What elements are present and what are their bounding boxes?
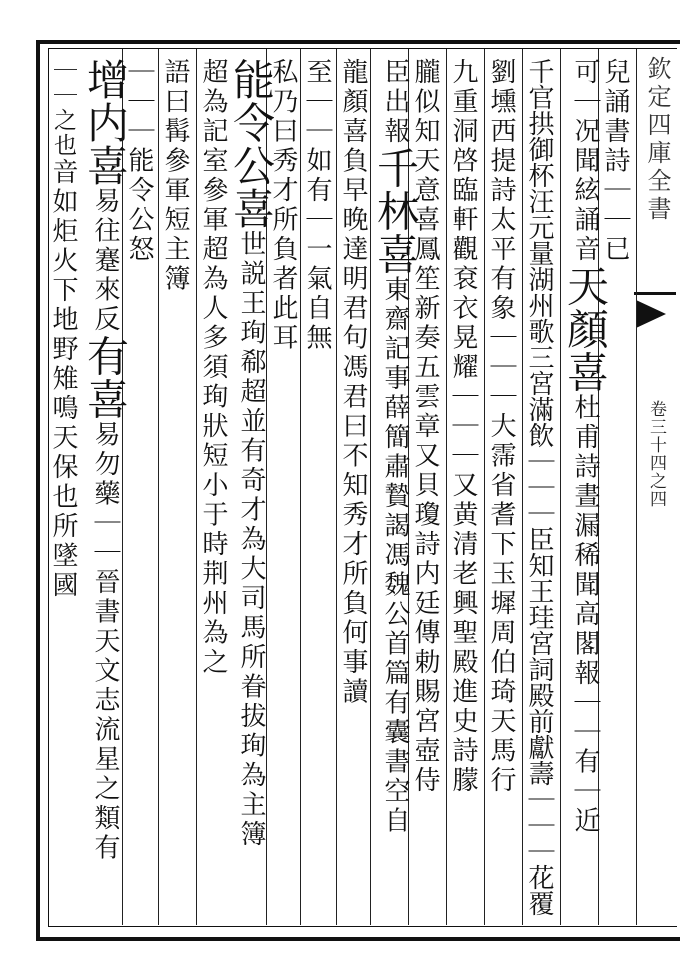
column-rule bbox=[300, 49, 301, 925]
fishtail-mark bbox=[636, 300, 666, 328]
column-rule bbox=[446, 49, 447, 925]
text-segment: 臣知王珪宮詞殿前獻壽｜｜｜花覆 bbox=[524, 526, 554, 916]
text-column bbox=[561, 58, 610, 836]
text-segment: 易往蹇來反 bbox=[90, 187, 120, 335]
text-segment: ｜｜之也 bbox=[50, 58, 76, 158]
text-segment: 東齋記事薛簡肅贄謁馮魏公首篇有囊書空自 bbox=[380, 275, 410, 836]
text-segment: 私乃曰秀才所負者此耳 bbox=[268, 58, 298, 353]
text-column bbox=[371, 58, 420, 836]
fishtail-bar bbox=[634, 292, 676, 295]
book-title: 欽定四庫全書 bbox=[643, 56, 671, 224]
text-segment: 可｜况聞絃誦音 bbox=[570, 58, 600, 265]
heading-term: 千林喜 bbox=[371, 146, 420, 276]
column-rule bbox=[484, 49, 485, 925]
volume-label: 卷三十四之四 bbox=[646, 400, 666, 508]
text-segment: 千官拱御杯汪元量湖州歌三宮滿飲｜｜｜ bbox=[524, 58, 554, 526]
text-segment: 杜甫詩晝漏稀聞高閣報｜｜有｜近 bbox=[570, 393, 600, 836]
text-segment: 音如炬火下地野雉鳴天保也所墜國 bbox=[48, 158, 78, 601]
column-rule bbox=[336, 49, 337, 925]
text-column bbox=[488, 58, 514, 796]
text-column bbox=[304, 58, 330, 353]
text-segment: ｜｜｜能令公怒 bbox=[124, 58, 154, 265]
heading-term: 天顏喜 bbox=[561, 264, 610, 394]
text-segment: 易勿藥｜｜晉書天文志流星之類有 bbox=[90, 420, 120, 863]
heading-term: 增内喜 bbox=[81, 58, 130, 187]
text-segment: 負早晚達明君句馮君曰不知秀才所負何事讀 bbox=[338, 146, 368, 707]
column-rule bbox=[196, 49, 197, 925]
text-segment: 九重洞啓臨軒觀袞衣晃耀｜｜｜又黄清老興聖殿進史詩朦 bbox=[448, 58, 478, 796]
column-rule bbox=[522, 49, 523, 925]
text-segment: 至｜｜如有｜一氣自無 bbox=[302, 58, 332, 353]
text-segment: 龍顏喜 bbox=[338, 58, 368, 147]
column-rule bbox=[636, 49, 637, 925]
text-segment: 臣出報 bbox=[380, 58, 410, 147]
heading-term: 能令公喜 bbox=[227, 58, 276, 230]
column-rule bbox=[158, 49, 159, 925]
text-column bbox=[200, 58, 226, 678]
text-segment: 兒誦書詩｜｜已 bbox=[600, 58, 630, 265]
text-segment: 超為記室參軍超為人多須珣狀短小于時荆州為之 bbox=[198, 58, 228, 678]
column-rule bbox=[560, 49, 561, 925]
text-column bbox=[526, 58, 552, 916]
text-column bbox=[227, 58, 276, 850]
text-segment: 朧似知天意喜鳳笙新奏五雲章又貝瓊詩内廷傳勅賜宮壺侍 bbox=[410, 58, 440, 796]
text-segment: 語曰髯參軍短主簿 bbox=[160, 58, 190, 294]
text-column bbox=[50, 58, 76, 601]
text-segment: 劉壎西提詩太平有象｜｜｜大霈省耆下玉墀周伯琦天馬行 bbox=[486, 58, 516, 796]
heading-term: 有喜 bbox=[81, 334, 130, 421]
text-column bbox=[162, 58, 188, 294]
text-column bbox=[340, 58, 366, 707]
text-column bbox=[450, 58, 476, 796]
text-column bbox=[81, 58, 130, 863]
text-segment: 世説王珣郗超並有奇才為大司馬所眷拔珣為主簿 bbox=[236, 230, 266, 850]
